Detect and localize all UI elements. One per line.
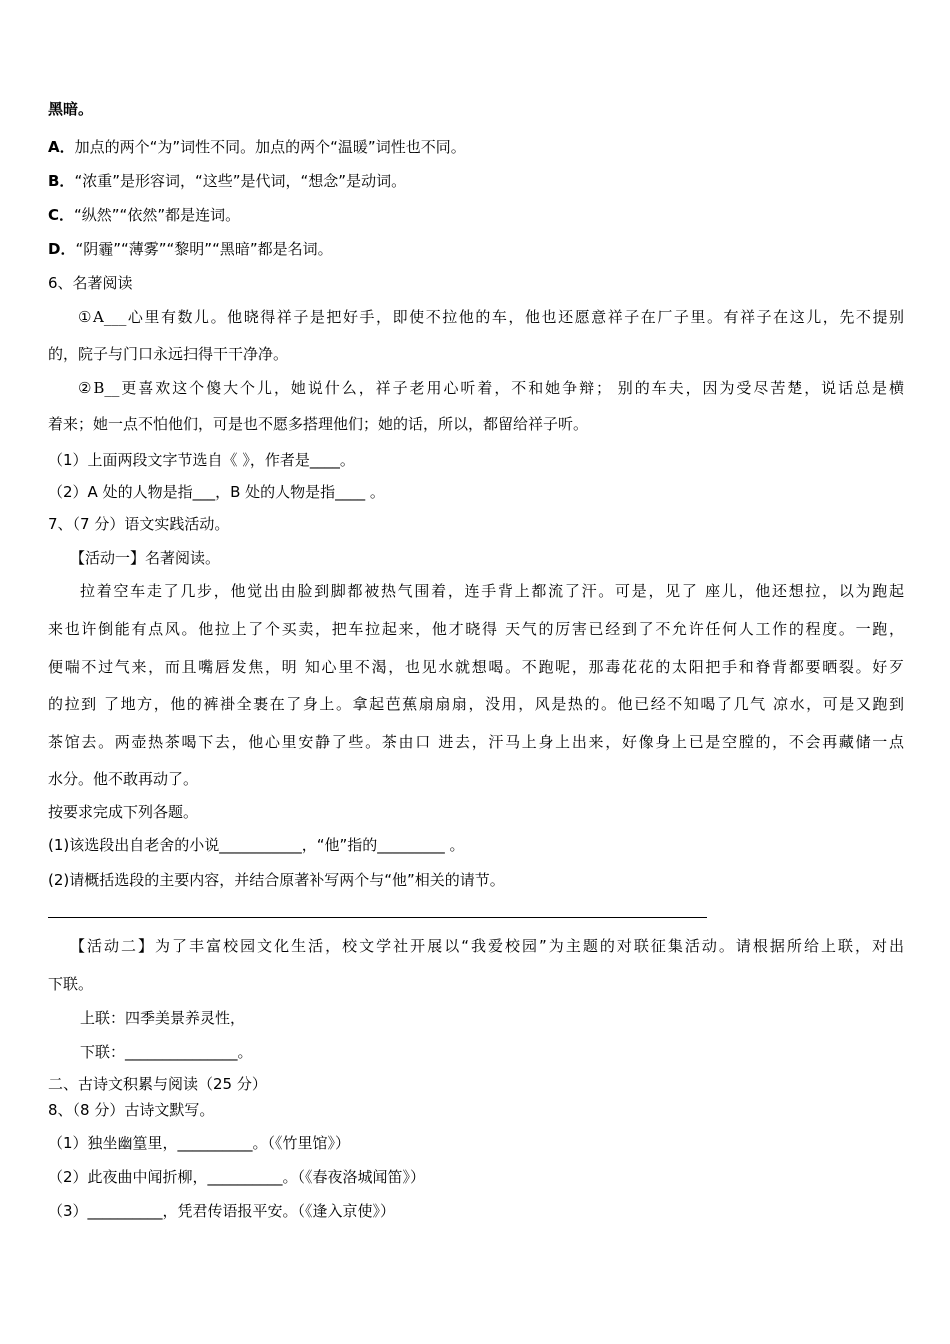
answer-line	[48, 917, 707, 918]
q6-sub2: （2）A 处的人物是指___，B 处的人物是指____ 。	[48, 483, 385, 501]
q7-instruction: 按要求完成下列各题。	[48, 803, 199, 821]
q6-para2-line1: ②B__更喜欢这个傻大个儿，她说什么，祥子老用心听着，不和她争辩； 别的车夫，因为受尽苦楚，说话总是横	[78, 379, 904, 397]
q8-item: （1）独坐幽篁里，__________。（《竹里馆》）	[48, 1134, 351, 1152]
option-text: “纵然”“依然”都是连词。	[74, 206, 241, 224]
q8-item: （3）__________，凭君传语报平安。（《逢入京使》）	[48, 1202, 396, 1220]
q7-sub2: (2)请概括选段的主要内容，并结合原著补写两个与“他”相关的请节。	[48, 871, 505, 889]
q5-option-a	[48, 137, 466, 157]
q7-passage-line: 水分。他不敢再动了。	[48, 770, 199, 788]
lower-couplet: 下联：_______________。	[80, 1043, 253, 1061]
q7-heading: 7、（7 分）语文实践活动。	[48, 515, 230, 533]
q7-activity2-line2: 下联。	[48, 975, 94, 993]
q6-para1-line1: ①A___心里有数儿。他晓得祥子是把好手，即使不拉他的车，他也还愿意祥子在厂子里。有祥子在这儿，先不提别	[78, 308, 904, 326]
q7-passage-line: 便喘不过气来，而且嘴唇发焦，明 知心里不渴，也见水就想喝。不跑呢，那毒花花的太阳把手和脊背都要晒裂。好歹	[48, 658, 904, 676]
option-letter: D．	[48, 240, 76, 258]
q8-heading: 8、（8 分）古诗文默写。	[48, 1101, 215, 1119]
upper-couplet: 上联：四季美景养灵性，	[80, 1009, 246, 1027]
q7-sub1: (1)该选段出自老舍的小说___________，“他”指的_________ 。	[48, 836, 465, 854]
q7-activity1-title: 【活动一】名著阅读。	[70, 549, 221, 567]
q6-sub1: （1）上面两段文字节选自《 》，作者是____。	[48, 451, 355, 469]
q6-heading: 6、名著阅读	[48, 274, 133, 292]
q7-passage-line: 来也许倒能有点风。他拉上了个买卖，把车拉起来，他才晓得 天气的厉害已经到了不允许任何人工作的程度。一跑，	[48, 620, 904, 638]
option-letter: C．	[48, 206, 75, 224]
q5-option-d	[48, 239, 333, 259]
q8-item: （2）此夜曲中闻折柳，__________。（《春夜洛城闻笛》）	[48, 1168, 426, 1186]
q7-passage-line: 拉着空车走了几步，他觉出由脸到脚都被热气围着，连手背上都流了汗。可是，见了 座儿，他还想拉，以为跑起	[80, 582, 904, 600]
option-text: “浓重”是形容词，“这些”是代词，“想念”是动词。	[74, 172, 407, 190]
q7-passage-line: 的拉到 了地方，他的裤褂全裹在了身上。拿起芭蕉扇扇扇，没用，风是热的。他已经不知喝了几气 凉水，可是又跑到	[48, 695, 904, 713]
q5-option-b	[48, 171, 406, 191]
q5-tail-text: 黑暗。	[48, 100, 94, 118]
section2-heading: 二、古诗文积累与阅读（25 分）	[48, 1075, 267, 1093]
q6-para2-line2: 着来；她一点不怕他们，可是也不愿多搭理他们；她的话，所以，都留给祥子听。	[48, 415, 589, 433]
option-text: 加点的两个“为”词性不同。加点的两个“温暖”词性也不同。	[74, 138, 466, 156]
q6-para1-line2: 的，院子与门口永远扫得干干净净。	[48, 345, 289, 363]
option-letter: B．	[48, 172, 75, 190]
q7-activity2-line1: 【活动二】为了丰富校园文化生活，校文学社开展以“我爱校园”为主题的对联征集活动。请根据所给上联，对出	[70, 937, 904, 955]
q7-passage-line: 茶馆去。两壶热茶喝下去，他心里安静了些。茶由口 进去，汗马上身上出来，好像身上已是空膛的，不会再藏储一点	[48, 733, 904, 751]
option-text: “阴霾”“薄雾”“黎明”“黑暗”都是名词。	[75, 240, 333, 258]
q5-option-c	[48, 205, 240, 225]
option-letter: A．	[48, 138, 75, 156]
